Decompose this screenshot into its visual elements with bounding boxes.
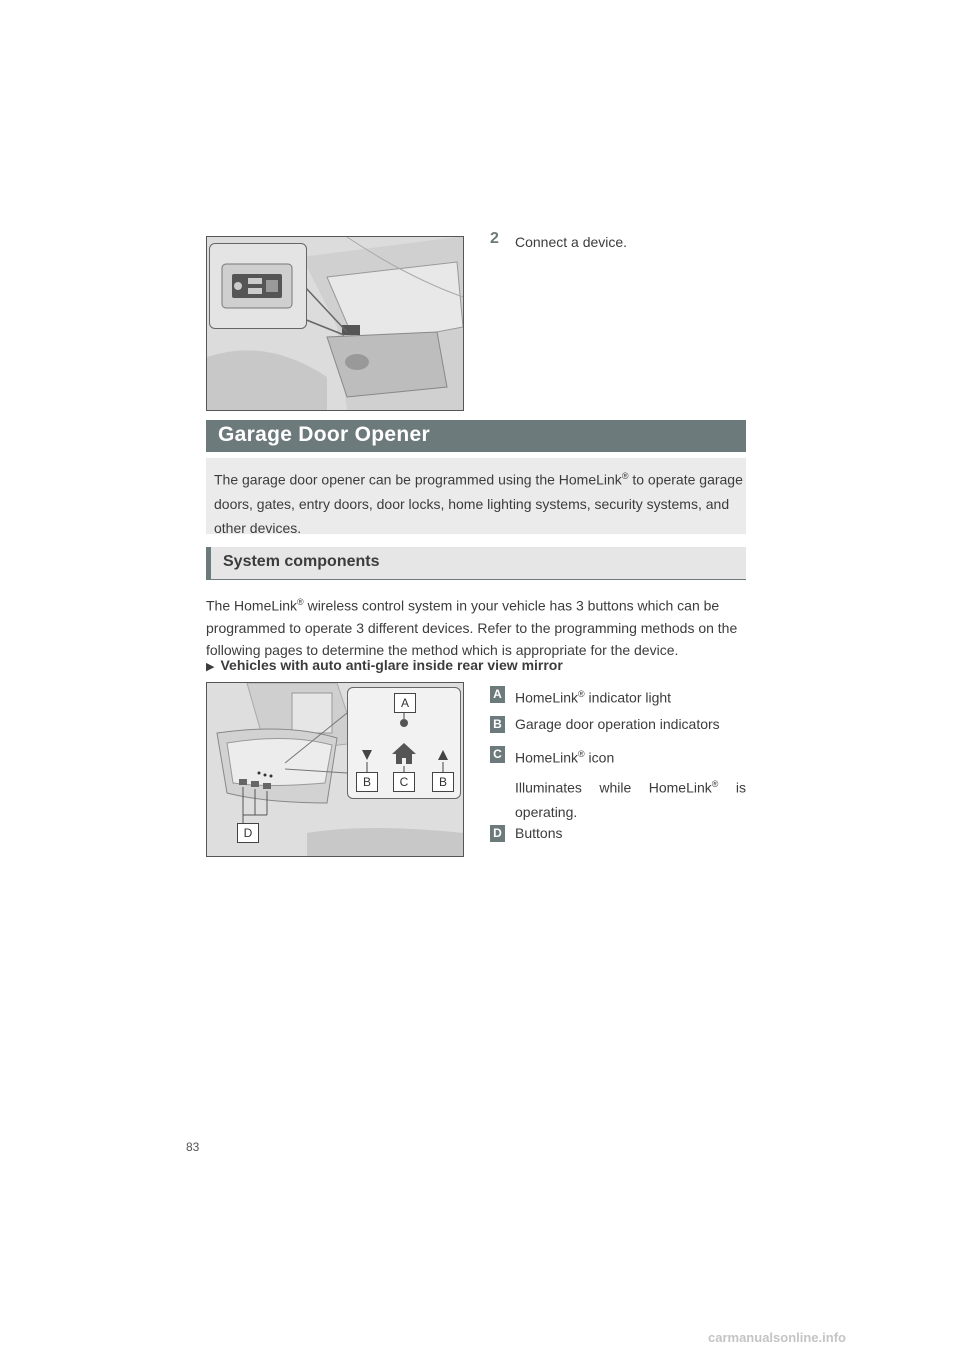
watermark: carmanualsonline.info [708,1330,846,1345]
callout-d: D [237,823,259,843]
body-paragraph: The HomeLink® wireless control system in your vehicle has 3 buttons which can be programmed to operate 3 different devices. Refer to the programming methods on the following pages to determine the method which is appropriate for the device. [206,597,738,658]
usb-inset [209,243,307,329]
page-number: 83 [186,1140,200,1154]
callout-b-right: B [432,772,454,792]
legend-badge-c: C [490,746,505,763]
legend-badge-b: B [490,716,505,733]
callout-c: C [393,772,415,792]
intro-box [206,458,746,534]
step-text: Connect a device. [515,234,628,250]
callout-b-left: B [356,772,378,792]
legend-badge-a: A [490,686,505,703]
console-usb-figure [206,236,464,411]
mirror-inset [347,687,461,799]
section-title-bar [206,420,746,452]
callout-a: A [394,693,416,713]
intro-text: The garage door opener can be programmed using the HomeLink® to operate garage doors, gates, entry doors, door locks, home lighting systems, security systems, and other devices. [214,471,743,536]
legend-note-c: Illuminates while HomeLink® is operating. [515,779,746,820]
legend-text-d: Buttons [515,825,563,841]
legend-text-b: Garage door operation indicators [515,716,720,732]
step-number: 2 [490,230,499,247]
mirror-figure [206,682,464,857]
condition-heading: ▶ Vehicles with auto anti-glare inside rear view mirror [206,657,563,673]
legend-text-c: HomeLink® icon [515,749,615,766]
subsection-title: System components [223,553,380,570]
legend-text-a: HomeLink® indicator light [515,689,672,706]
triangle-right-icon: ▶ [206,661,215,673]
section-title: Garage Door Opener [218,423,430,446]
subsection-bar [206,547,746,580]
legend-badge-d: D [490,825,505,842]
